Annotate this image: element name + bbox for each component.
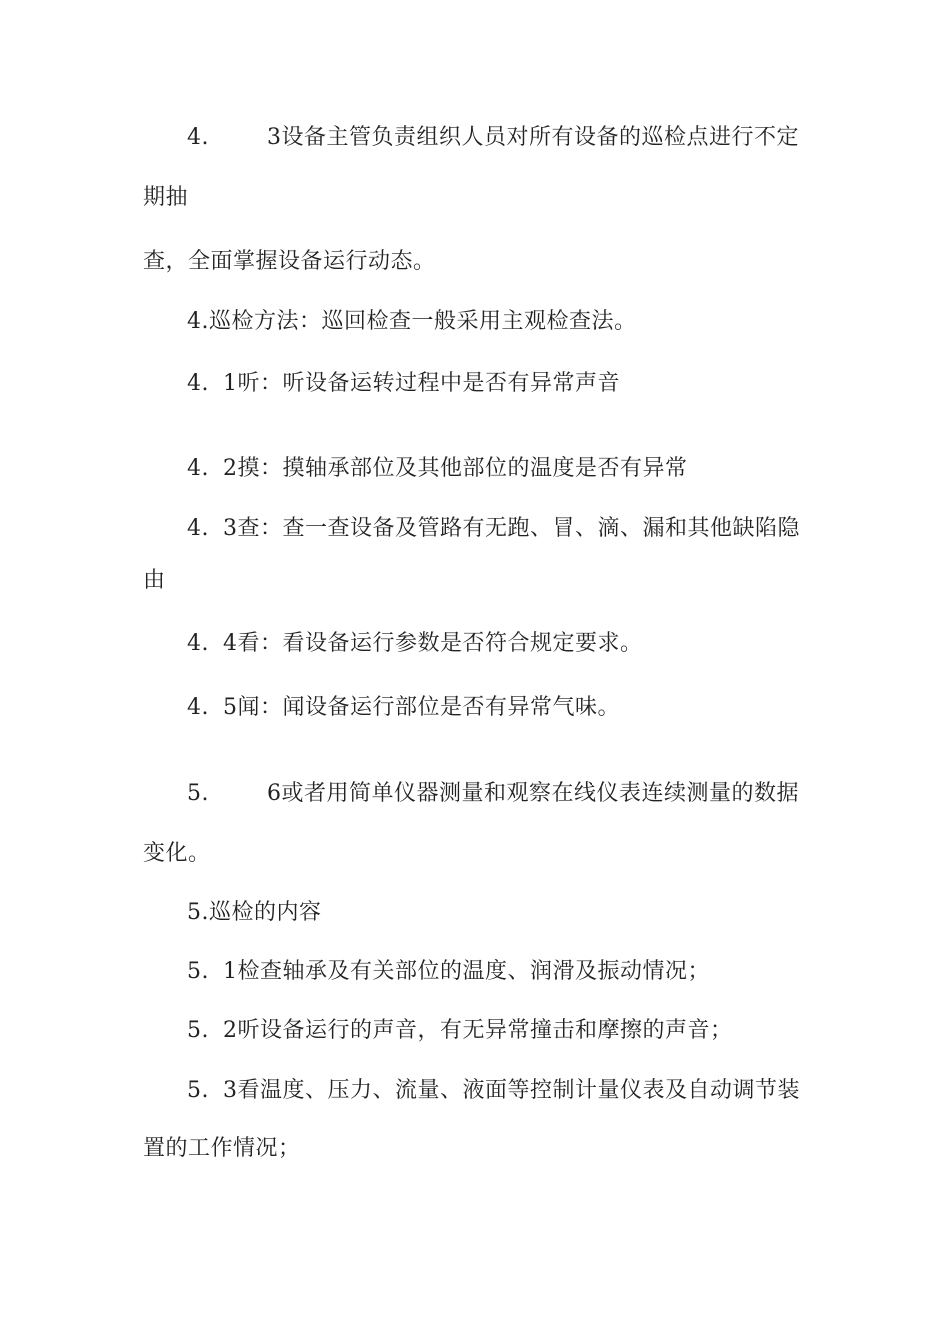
paragraph-line (187, 124, 799, 152)
paragraph-line (143, 248, 436, 276)
line-text: 3设备主管负责组织人员对所有设备的巡检点进行不定 (267, 125, 799, 150)
item-number: 5. (187, 1078, 209, 1103)
paragraph-line (143, 1135, 301, 1163)
item-number: 4. (187, 456, 209, 481)
line-text: 2听设备运行的声音，有无异常撞击和摩擦的声音； (223, 1018, 733, 1043)
line-text: 变化。 (143, 841, 211, 866)
paragraph-line (187, 455, 688, 483)
item-number: 5. (187, 1018, 209, 1043)
item-number: 4. (187, 516, 209, 541)
item-number: 4. (187, 695, 209, 720)
section-heading (187, 899, 322, 927)
paragraph-line (187, 370, 620, 398)
paragraph-line (143, 840, 211, 868)
line-text: 查，全面掌握设备运行动态。 (143, 249, 436, 274)
item-number: 4. (187, 371, 209, 396)
paragraph-line (143, 184, 188, 212)
paragraph-line (187, 1017, 733, 1045)
line-text: 3查：查一查设备及管路有无跑、冒、滴、漏和其他缺陷隐 (223, 516, 800, 541)
line-text: 1听：听设备运转过程中是否有异常声音 (223, 371, 620, 396)
item-number: 4. (187, 125, 209, 150)
paragraph-line (187, 1077, 800, 1105)
line-text: 由 (143, 568, 166, 593)
paragraph-line (143, 567, 166, 595)
paragraph-line (187, 515, 800, 543)
paragraph-line (187, 780, 799, 808)
line-text: 6或者用简单仪器测量和观察在线仪表连续测量的数据 (267, 781, 799, 806)
line-text: 3看温度、压力、流量、液面等控制计量仪表及自动调节装 (223, 1078, 800, 1103)
line-text: 5闻：闻设备运行部位是否有异常气味。 (223, 695, 620, 720)
paragraph-line (187, 630, 643, 658)
line-text: 期抽 (143, 185, 189, 210)
item-number: 4. (187, 631, 209, 656)
section-heading (187, 308, 637, 336)
item-number: 5. (187, 781, 209, 806)
line-text: 置的工作情况； (143, 1136, 301, 1161)
item-number: 5. (187, 959, 209, 984)
line-text: 1检查轴承及有关部位的温度、润滑及振动情况； (223, 959, 710, 984)
line-text: 4.巡检方法：巡回检查一般采用主观检查法。 (187, 309, 637, 334)
line-text: 2摸：摸轴承部位及其他部位的温度是否有异常 (223, 456, 688, 481)
line-text: 4看：看设备运行参数是否符合规定要求。 (223, 631, 643, 656)
paragraph-line (187, 694, 620, 722)
line-text: 5.巡检的内容 (187, 900, 322, 925)
paragraph-line (187, 958, 710, 986)
